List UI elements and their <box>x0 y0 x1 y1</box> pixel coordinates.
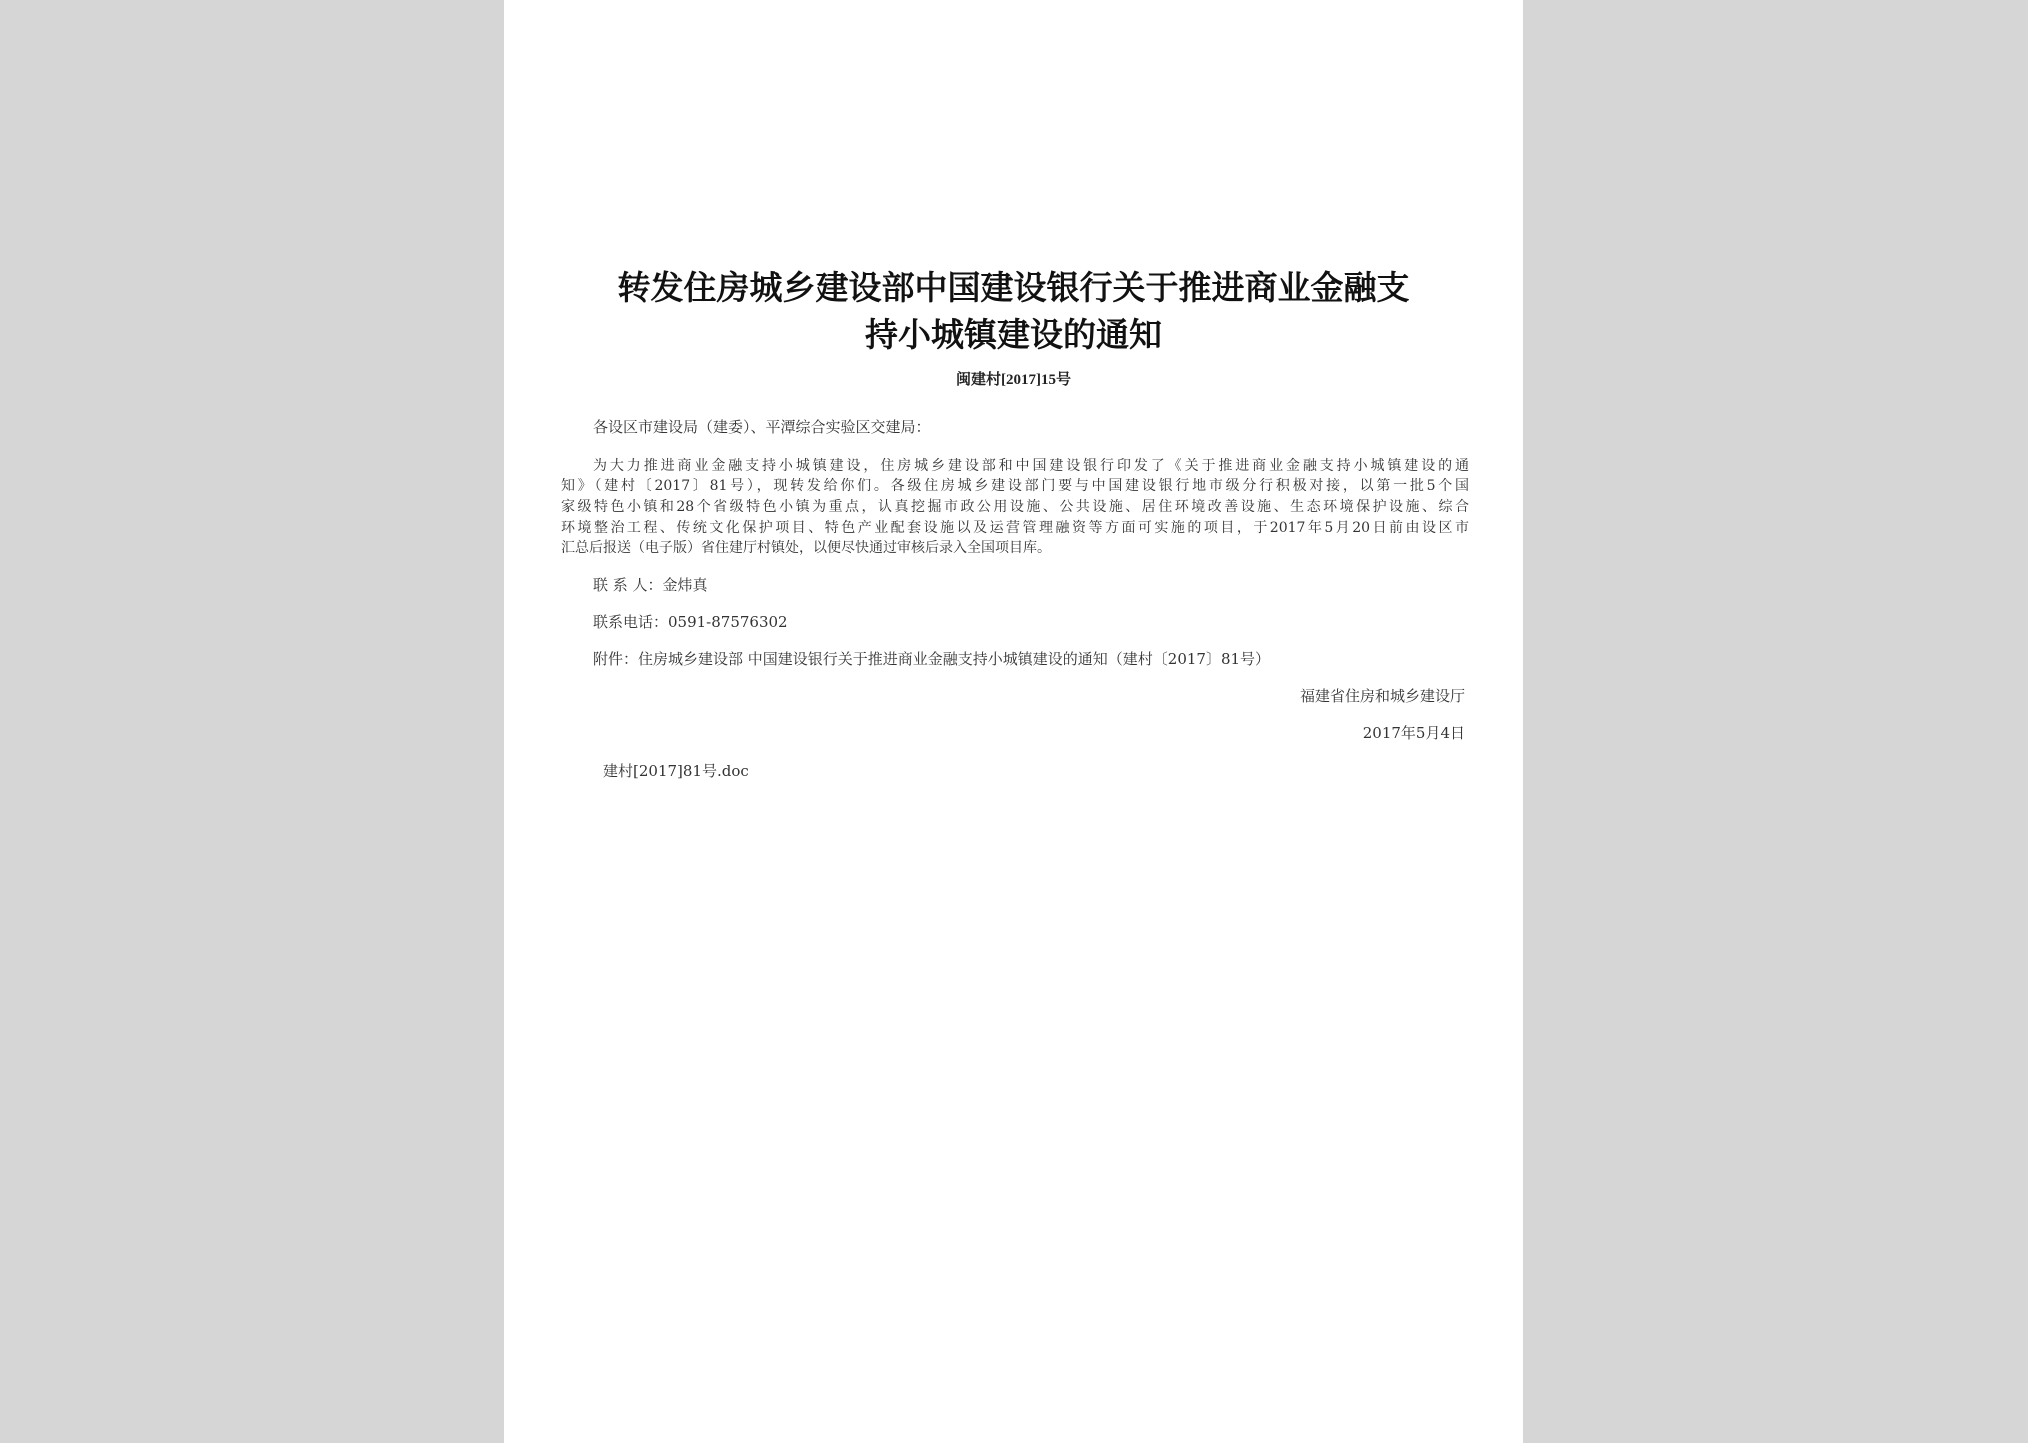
body-paragraph-line: 家级特色小镇和28个省级特色小镇为重点，认真挖掘市政公用设施、公共设施、居住环境改善设施、生态环境保护设施、综合 <box>561 499 1469 515</box>
addressee: 各设区市建设局（建委）、平潭综合实验区交建局： <box>593 418 931 436</box>
issue-date: 2017年5月4日 <box>1362 724 1465 742</box>
issuer: 福建省住房和城乡建设厅 <box>1299 687 1465 705</box>
attachment-file-link[interactable]: 建村[2017]81号.doc <box>603 762 749 780</box>
document-number: 闽建村[2017]15号 <box>956 372 1071 388</box>
document-title-line-2: 持小城镇建设的通知 <box>865 315 1162 354</box>
body-paragraph-line: 汇总后报送（电子版）省住建厅村镇处，以便尽快通过审核后录入全国项目库。 <box>561 540 1051 556</box>
body-paragraph-line: 环境整治工程、传统文化保护项目、特色产业配套设施以及运营管理融资等方面可实施的项目，于2017年5月20日前由设区市 <box>561 520 1469 536</box>
contact-phone: 联系电话：0591-87576302 <box>593 613 788 631</box>
document-page <box>504 0 1523 1443</box>
body-paragraph-line: 知》（建村〔2017〕81号），现转发给你们。各级住房城乡建设部门要与中国建设银行地市级分行积极对接，以第一批5个国 <box>561 478 1469 494</box>
attachment-line: 附件：住房城乡建设部 中国建设银行关于推进商业金融支持小城镇建设的通知（建村〔2017〕81号） <box>593 650 1271 668</box>
contact-person: 联 系 人：金炜真 <box>593 576 708 594</box>
document-title-line-1: 转发住房城乡建设部中国建设银行关于推进商业金融支 <box>617 268 1410 307</box>
body-paragraph-line: 为大力推进商业金融支持小城镇建设，住房城乡建设部和中国建设银行印发了《关于推进商业金融支持小城镇建设的通 <box>593 458 1469 474</box>
